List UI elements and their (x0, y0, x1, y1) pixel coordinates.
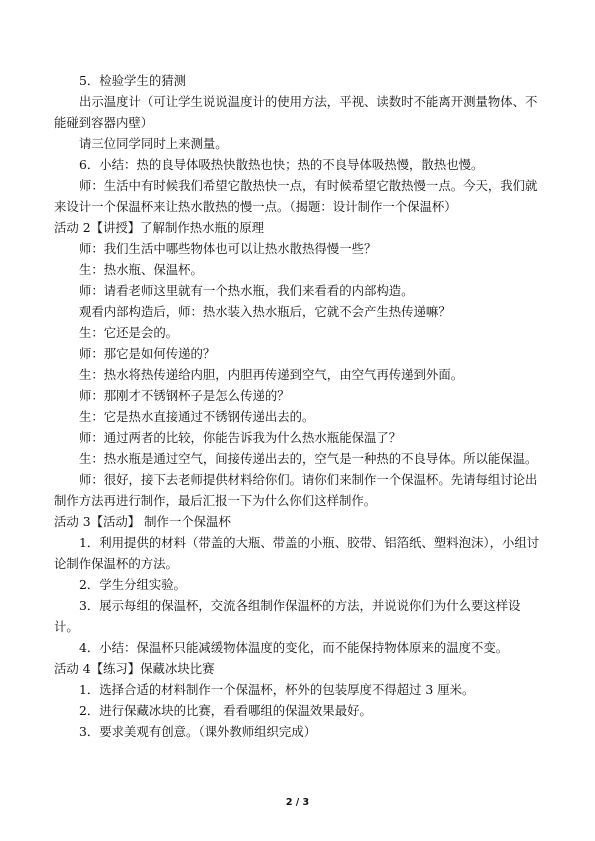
paragraph: 师：请看老师这里就有一个热水瓶，我们来看看的内部构造。 (79, 283, 414, 298)
paragraph: 1．选择合适的材料制作一个保温杯，杯外的包装厚度不得超过 3 厘米。 (79, 682, 475, 697)
paragraph: 观看内部构造后，师：热水装入热水瓶后，它就不会产生热传递嘛？ (79, 304, 451, 319)
paragraph: 4．小结：保温杯只能减缓物体温度的变化，而不能保持物体原来的温度不变。 (79, 640, 509, 655)
paragraph: 师：生活中有时候我们希望它散热快一点，有时候希望它散热慢一点。今天，我们就来设计一个保温杯来让热水散热的慢一点。（揭题：设计制作一个保温杯） (54, 178, 538, 214)
paragraph: 生：热水将热传递给内胆，内胆再传递到空气，由空气再传递到外面。 (79, 367, 464, 382)
paragraph: 6．小结：热的良导体吸热快散热也快；热的不良导体吸热慢，散热也慢。 (79, 157, 484, 172)
document-body (54, 70, 544, 742)
paragraph: 生：热水瓶是通过空气，间接传递出去的，空气是一种热的不良导体。所以能保温。 (79, 451, 538, 466)
paragraph: 生：它还是会的。 (79, 325, 179, 340)
paragraph: 1．利用提供的材料（带盖的大瓶、带盖的小瓶、胶带、铝箔纸、塑料泡沫），小组讨论制作保温杯的方法。 (54, 535, 540, 571)
paragraph: 师：我们生活中哪些物体也可以让热水散热得慢一些？ (79, 241, 377, 256)
paragraph: 生：它是热水直接通过不锈钢传递出去的。 (79, 409, 315, 424)
paragraph: 请三位同学同时上来测量。 (79, 136, 228, 151)
page-number: 2 / 3 (285, 797, 310, 808)
paragraph: 3．展示每组的保温杯，交流各组制作保温杯的方法，并说说你们为什么要这样设计。 (54, 598, 521, 634)
activity-heading: 活动 4【练习】保藏冰块比赛 (54, 661, 215, 676)
paragraph: 师：通过两者的比较，你能告诉我为什么热水瓶能保温了？ (79, 430, 402, 445)
activity-heading: 活动 2【讲授】了解制作热水瓶的原理 (54, 220, 265, 235)
paragraph: 师：那刚才不锈钢杯子是怎么传递的？ (79, 388, 290, 403)
paragraph: 2．进行保藏冰块的比赛，看看哪组的保温效果最好。 (79, 703, 372, 718)
activity-heading: 活动 3【活动】 制作一个保温杯 (54, 514, 231, 529)
paragraph: 出示温度计（可让学生说说温度计的使用方法，平视、读数时不能离开测量物体、不能碰到容器内壁） (54, 94, 538, 130)
paragraph: 2．学生分组实验。 (79, 577, 187, 592)
paragraph: 师：那它是如何传递的？ (79, 346, 216, 361)
paragraph: 生：热水瓶、保温杯。 (79, 262, 203, 277)
paragraph: 师：很好，接下去老师提供材料给你们。请你们来制作一个保温杯。先请每组讨论出制作方法再进行制作，最后汇报一下为什么你们这样制作。 (54, 472, 538, 508)
paragraph: 3．要求美观有创意。（课外教师组织完成） (79, 724, 317, 739)
paragraph: 5．检验学生的猜测 (79, 73, 187, 88)
